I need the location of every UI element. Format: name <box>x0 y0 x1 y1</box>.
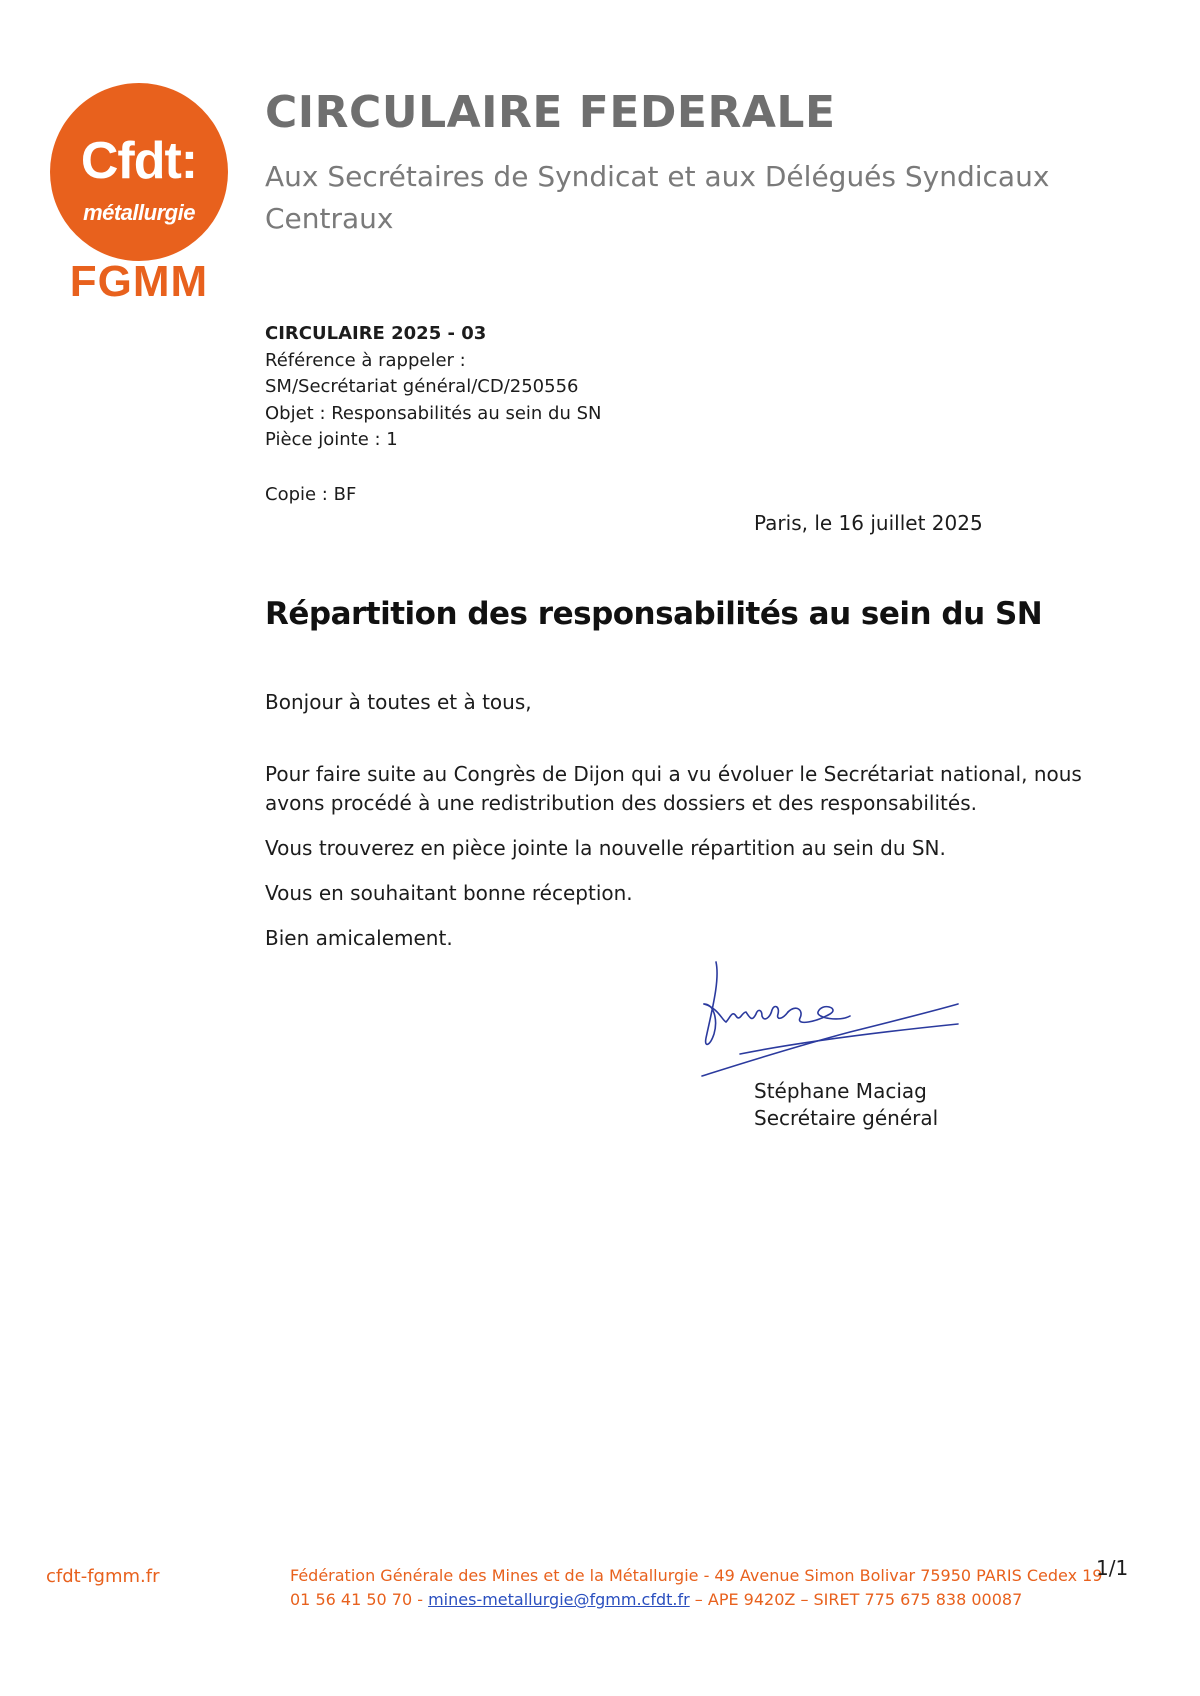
recipients-line: Aux Secrétaires de Syndicat et aux Délégués Syndicaux Centraux <box>265 160 1050 235</box>
logo-cfdt-text: Cfdt: <box>80 132 198 190</box>
closing-line: Bien amicalement. <box>265 926 453 950</box>
signature-stroke <box>740 1024 958 1054</box>
handwritten-signature <box>700 960 970 1090</box>
logo-metallurgie-text: métallurgie <box>83 200 195 225</box>
copy-line: Copie : BF <box>265 484 357 505</box>
logo-fgmm-text: FGMM <box>69 257 209 306</box>
footer-phone: 01 56 41 50 70 - <box>290 1590 423 1609</box>
footer-address: Fédération Générale des Mines et de la Métallurgie - 49 Avenue Simon Bolivar 75950 PARIS Cedex 19 <box>290 1566 1103 1585</box>
body-paragraph-2: Vous trouverez en pièce jointe la nouvelle répartition au sein du SN. <box>265 836 946 860</box>
footer-contact-block <box>290 1564 1102 1612</box>
document-type-title: CIRCULAIRE FEDERALE <box>265 87 836 138</box>
signatory-block <box>754 1078 938 1132</box>
body-paragraph-3: Vous en souhaitant bonne réception. <box>265 881 633 905</box>
attachment-line: Pièce jointe : 1 <box>265 429 398 450</box>
place-date: Paris, le 16 juillet 2025 <box>754 511 983 535</box>
signature-stroke <box>788 1007 850 1023</box>
signatory-name: Stéphane Maciag <box>754 1079 927 1103</box>
footer-contact-line <box>290 1588 1102 1612</box>
footer-website: cfdt-fgmm.fr <box>46 1566 160 1587</box>
greeting: Bonjour à toutes et à tous, <box>265 690 532 714</box>
page-number: 1/1 <box>1096 1556 1129 1580</box>
letter-heading: Répartition des responsabilités au sein du SN <box>265 596 1043 632</box>
footer-registration: – APE 9420Z – SIRET 775 675 838 00087 <box>694 1590 1023 1609</box>
footer-email-link[interactable]: mines-metallurgie@fgmm.cfdt.fr <box>428 1590 690 1609</box>
signatory-title: Secrétaire général <box>754 1106 939 1130</box>
signature-stroke <box>704 1004 788 1022</box>
body-paragraph-1: Pour faire suite au Congrès de Dijon qui a vu évoluer le Secrétariat national, nous avons procédé à une redistribution des dossiers et des responsabilités. <box>265 762 1082 815</box>
circular-number: CIRCULAIRE 2025 - 03 <box>265 323 487 344</box>
subject-line: Objet : Responsabilités au sein du SN <box>265 402 602 424</box>
signature-stroke <box>704 962 717 1044</box>
reference-block <box>265 321 965 454</box>
cfdt-fgmm-logo <box>50 83 228 306</box>
reference-code: SM/Secrétariat général/CD/250556 <box>265 376 579 397</box>
reference-label: Référence à rappeler : <box>265 349 466 371</box>
